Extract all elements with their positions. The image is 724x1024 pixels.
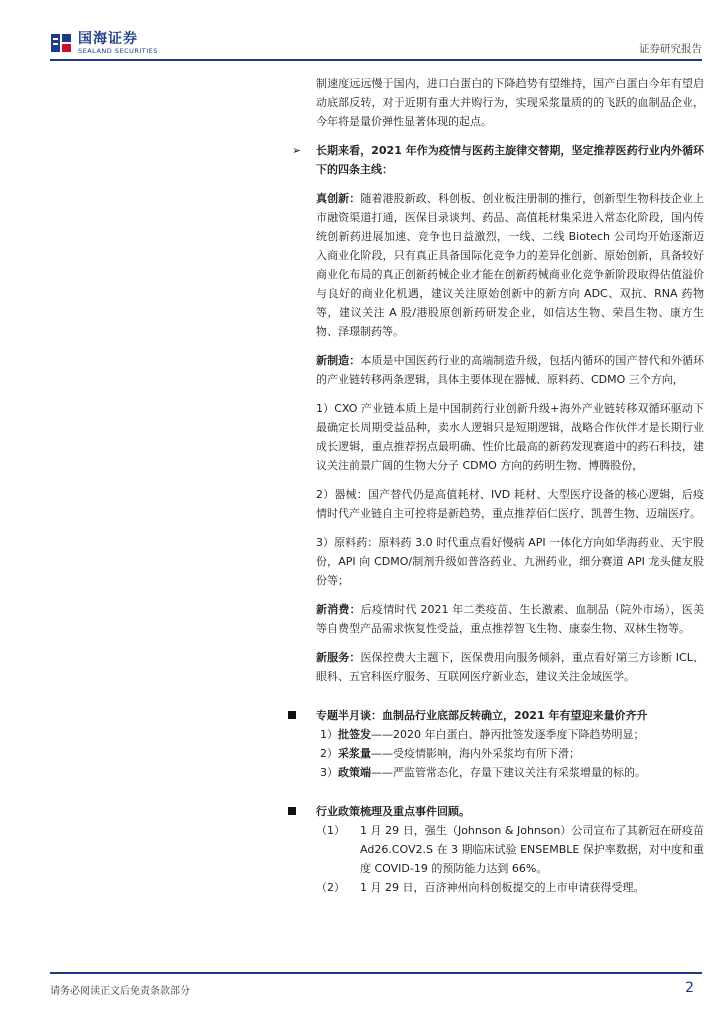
square-bullet-icon (288, 807, 296, 815)
blood-item-3: 3）政策端——严监管常态化，存量下建议关注有采浆增量的标的。 (320, 766, 646, 779)
event-text-2: 1 月 29 日，百济神州向科创板提交的上市申请获得受理。 (360, 881, 645, 894)
services-text: 医保控费大主题下，医保费用向服务倾斜，重点看好第三方诊断 ICL、眼科、五官科医疗服务、互联网医疗新业态，建议关注金域医学。 (316, 651, 704, 683)
footer-disclaimer: 请务必阅读正文后免责条款部分 (50, 986, 190, 997)
paragraph-devices: 2）器械：国产替代仍是高值耗材、IVD 耗材、大型医疗设备的核心逻辑，后疫情时代产业链自主可控将是新趋势，重点推荐佰仁医疗、凯普生物、迈瑞医疗。 (316, 488, 704, 520)
blood-item-2: 2）采浆量——受疫情影响，海内外采浆均有所下滑； (320, 747, 580, 760)
blood-item-1: 1）批签发——2020 年白蛋白、静丙批签发逐季度下降趋势明显； (320, 728, 645, 741)
paragraph-innovation (316, 189, 704, 341)
page-header (0, 0, 724, 62)
event-item-1 (316, 821, 704, 878)
paragraph-cxo: 1）CXO 产业链本质上是中国制药行业创新升级+海外产业链转移双循环驱动下最确定长周期受益品种，卖水人逻辑只是短期逻辑，战略合作伙伴才是长期行业成长逻辑，重点推荐拐点最明确、性价比最高的新药发现赛道中的药石科技，建议关注前景广阔的生物大分子 CDMO 方向的药明生物、博腾股份， (316, 402, 704, 472)
consumption-label: 新消费： (316, 603, 361, 616)
section-policy-review (316, 802, 704, 821)
paragraph-consumption (316, 600, 704, 638)
event-number-1: （1） (316, 824, 345, 837)
paragraph-manufacturing (316, 351, 704, 389)
arrow-bullet-icon: ➢ (292, 144, 302, 157)
event-item-2 (316, 878, 704, 897)
footer-divider (50, 972, 702, 974)
sealand-logo-icon (50, 32, 72, 54)
paragraph-services (316, 648, 704, 686)
section-blood-products-title: 专题半月谈：血制品行业底部反转确立，2021 年有望迎来量价齐升 (316, 709, 648, 722)
report-type-label: 证券研究报告 (639, 43, 702, 55)
services-label: 新服务： (316, 651, 361, 664)
page-number: 2 (685, 980, 694, 996)
section-blood-products (316, 706, 704, 725)
logo-english-name: SEALAND SECURITIES (78, 47, 158, 55)
section-policy-review-title: 行业政策梳理及重点事件回顾。 (316, 805, 470, 818)
consumption-text: 后疫情时代 2021 年二类疫苗、生长激素、血制品（院外市场），医美等自费型产品需求恢复性受益，重点推荐智飞生物、康泰生物、双林生物等。 (316, 603, 704, 635)
header-divider (50, 59, 702, 61)
square-bullet-icon (288, 711, 296, 719)
event-text-1: 1 月 29 日，强生（Johnson & Johnson）公司宣布了其新冠在研疫苗 Ad26.COV2.S 在 3 期临床试验 ENSEMBLE 保护率数据，对中度和重度 COVID-19 的预防能力达到 66%。 (360, 824, 704, 875)
innovation-text: 随着港股新政、科创板、创业板注册制的推行，创新型生物科技企业上市融资渠道打通，医保目录谈判、药品、高值耗材集采进入常态化阶段，国内传统创新药进展加速、竞争也日益激烈，一线、二线 Biotech 公司均开始逐渐迈入商业化阶段，只有真正具备国际化竞争力的差异化创新、原始创新，具备较好商业化布局的真正创新药械企业才能在创新药械商业化竞争新阶段取得估值溢价与良好的商业化机遇，建议关注原始创新中的新方向 ADC、双抗、RNA 药物等，建议关注 A 股/港股原创新药研发企业，如信达生物、荣昌生物、康方生物、泽璟制药等。 (316, 192, 705, 338)
event-number-2: （2） (316, 881, 345, 894)
paragraph-api: 3）原料药：原料药 3.0 时代重点看好慢病 API 一体化方向如华海药业、天宇股份，API 向 CDMO/制剂升级如普洛药业、九洲药业，细分赛道 API 龙头健友股份等； (316, 536, 704, 587)
main-content (292, 74, 705, 897)
innovation-label: 真创新： (316, 192, 361, 205)
paragraph-intro: 制速度远远慢于国内，进口白蛋白的下降趋势有望维持，国产白蛋白今年有望启动底部反转，对于近期有重大并购行为，实现采浆量质的的飞跃的血制品企业，今年将是量价弹性显著体现的起点。 (316, 77, 704, 128)
manufacturing-label: 新制造： (316, 354, 361, 367)
bullet-long-term-text: 长期来看，2021 年作为疫情与医药主旋律交替期，坚定推荐医药行业内外循环下的四条主线： (316, 144, 704, 176)
company-logo (50, 32, 158, 55)
logo-chinese-name: 国海证券 (78, 31, 138, 47)
bullet-long-term (292, 141, 704, 179)
manufacturing-text: 本质是中国医药行业的高端制造升级，包括内循环的国产替代和外循环的产业链转移两条逻辑，具体主要体现在器械、原料药、CDMO 三个方向， (316, 354, 705, 386)
